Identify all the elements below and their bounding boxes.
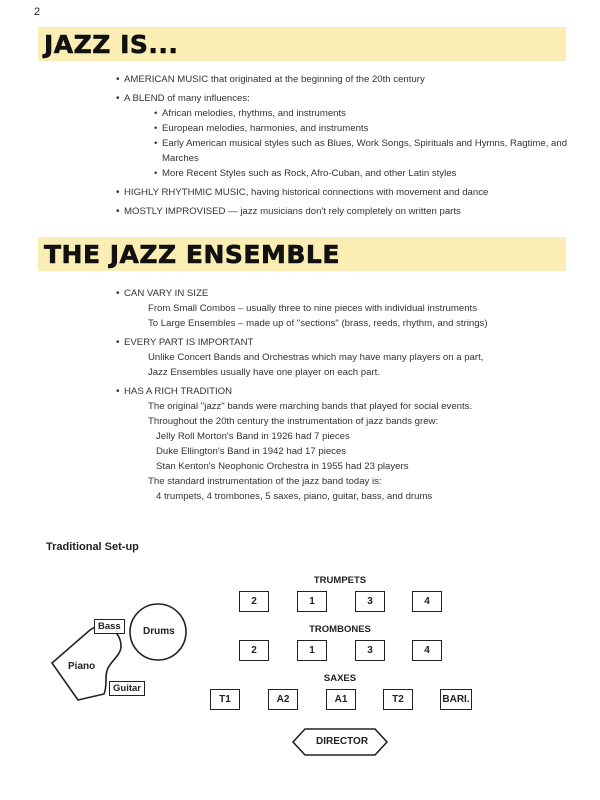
sub-list-item: • African melodies, rhythms, and instruments — [154, 106, 600, 121]
sax-seat: BARI. — [440, 689, 472, 710]
list-item: • AMERICAN MUSIC that originated at the beginning of the 20th century — [116, 72, 600, 87]
drums-label: Drums — [143, 626, 175, 637]
list-item-text: CAN VARY IN SIZE — [124, 288, 209, 299]
page-number: 2 — [34, 6, 41, 18]
list-item: • HIGHLY RHYTHMIC MUSIC, having historical connections with movement and dance — [116, 185, 600, 200]
sax-seat: T2 — [383, 689, 413, 710]
trumpet-seat: 3 — [355, 591, 385, 612]
sub-list-item: • European melodies, harmonies, and instruments — [154, 121, 600, 136]
trombone-seat: 2 — [239, 640, 269, 661]
section-title-jazz-is: JAZZ IS... — [44, 30, 179, 59]
bass-label: Bass — [94, 619, 125, 634]
trombone-seat: 3 — [355, 640, 385, 661]
sub-list-item: • Early American musical styles such as Blues, Work Songs, Spirituals and Hymns, Ragtime, and Marches — [154, 136, 600, 166]
list-item-text: A BLEND of many influences: — [124, 93, 250, 104]
guitar-label: Guitar — [109, 681, 145, 696]
detail-line: 4 trumpets, 4 trombones, 5 saxes, piano, guitar, bass, and drums — [156, 491, 433, 502]
list-item: • MOSTLY IMPROVISED — jazz musicians don't rely completely on written parts — [116, 204, 600, 219]
saxes-label: SAXES — [323, 673, 357, 684]
detail-line: The original "jazz" bands were marching bands that played for social events. — [148, 401, 473, 412]
sax-seat: T1 — [210, 689, 240, 710]
sax-seat: A2 — [268, 689, 298, 710]
example-line: Duke Ellington's Band in 1942 had 17 pieces — [156, 446, 347, 457]
list-item-text: HAS A RICH TRADITION — [124, 386, 233, 397]
director-label: DIRECTOR — [316, 736, 369, 747]
sub-list-item: • More Recent Styles such as Rock, Afro-Cuban, and other Latin styles — [154, 166, 600, 181]
detail-line: Unlike Concert Bands and Orchestras which may have many players on a part, — [148, 352, 484, 363]
diagram-title: Traditional Set-up — [46, 541, 139, 553]
example-line: Stan Kenton's Neophonic Orchestra in 1955 had 23 players — [156, 461, 409, 472]
trumpet-seat: 1 — [297, 591, 327, 612]
trumpet-seat: 4 — [412, 591, 442, 612]
trumpets-label: TRUMPETS — [313, 575, 367, 586]
detail-line: From Small Combos – usually three to nine pieces with individual instruments — [148, 303, 477, 314]
detail-line: The standard instrumentation of the jazz band today is: — [148, 476, 382, 487]
sax-seat: A1 — [326, 689, 356, 710]
detail-line: To Large Ensembles – made up of "sections" (brass, reeds, rhythm, and strings) — [148, 318, 488, 329]
piano-label: Piano — [68, 661, 96, 672]
detail-line: Jazz Ensembles usually have one player on each part. — [148, 367, 380, 378]
example-line: Jelly Roll Morton's Band in 1926 had 7 pieces — [156, 431, 350, 442]
trombone-seat: 4 — [412, 640, 442, 661]
list-item-text: EVERY PART IS IMPORTANT — [124, 337, 254, 348]
trumpet-seat: 2 — [239, 591, 269, 612]
trombone-seat: 1 — [297, 640, 327, 661]
trombones-label: TROMBONES — [309, 624, 371, 635]
section-title-jazz-ensemble: THE JAZZ ENSEMBLE — [44, 240, 340, 269]
detail-line: Throughout the 20th century the instrumentation of jazz bands grew: — [148, 416, 439, 427]
